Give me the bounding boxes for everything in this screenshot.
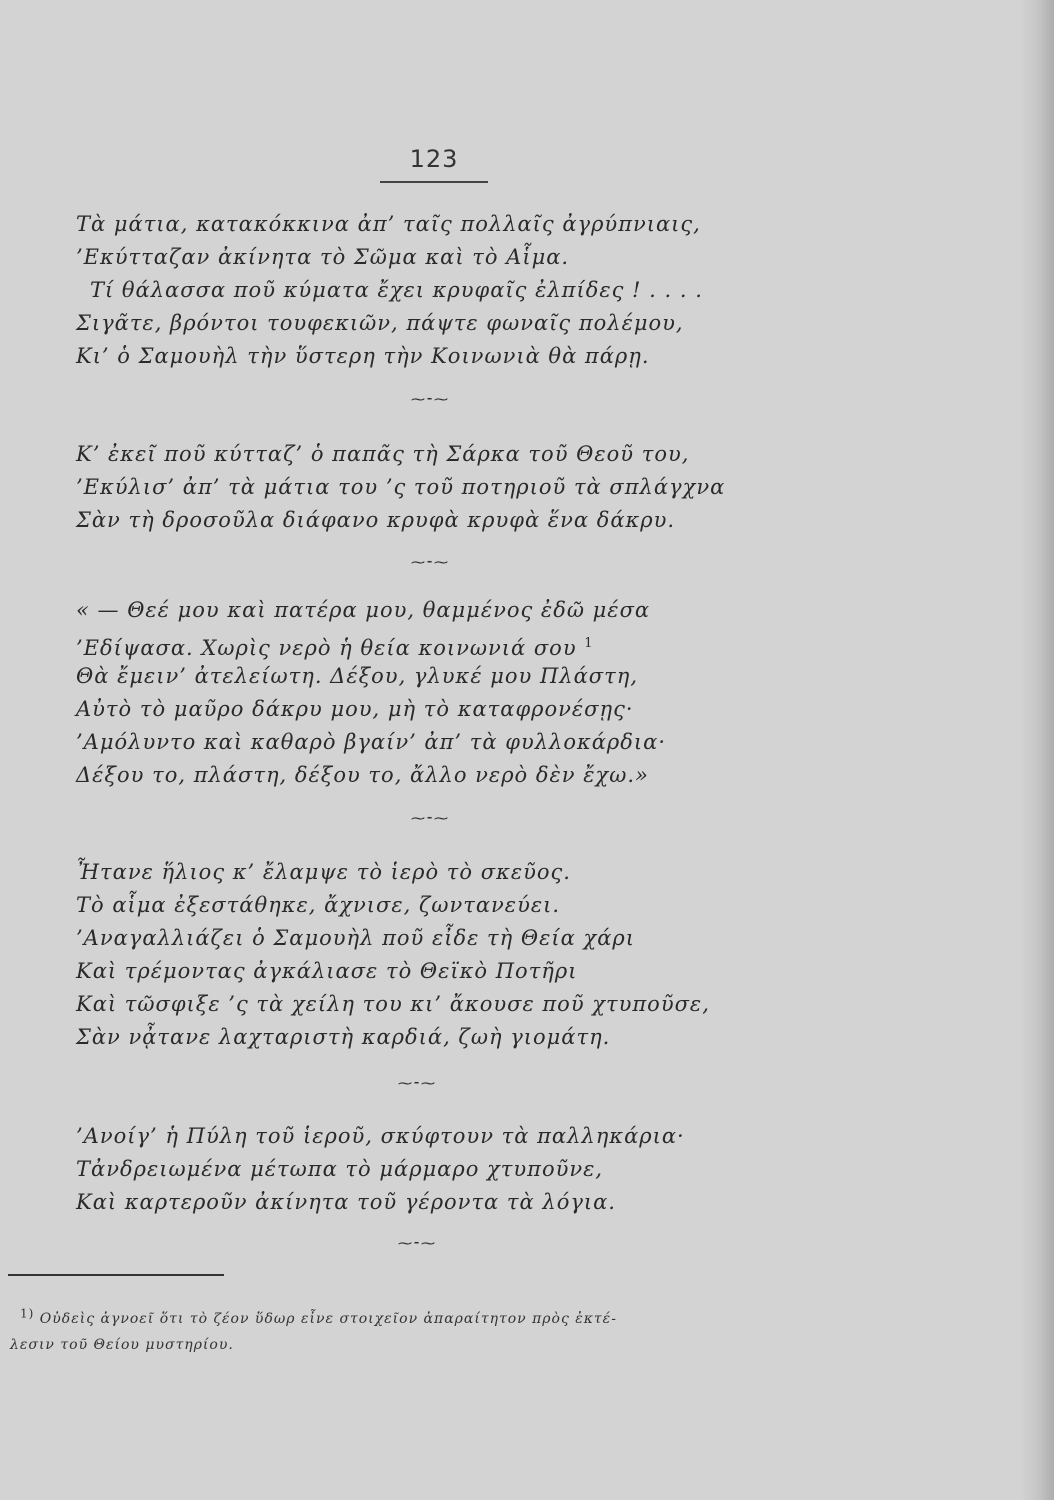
stanza-2 (76, 438, 796, 537)
poem-line: Καὶ τρέμοντας ἀγκάλιασε τὸ Θεϊκὸ Ποτῆρι (76, 959, 578, 983)
stanza-divider-ornament: ⁓⁃⁓ (411, 392, 449, 408)
page-edge-shadow (1020, 0, 1054, 1500)
stanza-divider-ornament: ⁓⁃⁓ (411, 555, 449, 571)
footnote-line: λεσιν τοῦ Θείου μυστηρίου. (10, 1336, 234, 1353)
poem-line: ’Εκύτταζαν ἀκίνητα τὸ Σῶμα καὶ τὸ Αἷμα. (76, 245, 570, 269)
footnote (10, 1300, 840, 1358)
poem-line: « — Θεέ μου καὶ πατέρα μου, θαμμένος ἐδῶ μέσα (76, 598, 651, 622)
stanza-5 (76, 1120, 796, 1219)
poem-line: Δέξου το, πλάστη, δέξου το, ἄλλο νερὸ δὲν ἔχω.» (76, 763, 649, 787)
poem-line: ’Ανοίγ’ ἡ Πύλη τοῦ ἱεροῦ, σκύφτουν τὰ παλληκάρια· (76, 1124, 685, 1148)
poem-line: Κι’ ὁ Σαμουὴλ τὴν ὕστερη τὴν Κοινωνιὰ θὰ πάρῃ. (76, 344, 650, 368)
poem-line: ’Εκύλισ’ ἀπ’ τὰ μάτια του ’ς τοῦ ποτηριοῦ τὰ σπλάγχνα (76, 475, 726, 499)
poem-line: Σιγᾶτε, βρόντοι τουφεκιῶν, πάψτε φωναῖς πολέμου, (76, 311, 684, 335)
poem-line: ’Αμόλυντο καὶ καθαρὸ βγαίν’ ἀπ’ τὰ φυλλοκάρδια· (76, 730, 667, 754)
poem-line: Σὰν νᾆτανε λαχταριστὴ καρδιά, ζωὴ γιομάτη. (76, 1025, 611, 1049)
stanza-4 (76, 856, 796, 1054)
stanza-divider-ornament: ⁓⁃⁓ (398, 1076, 436, 1092)
footnote-text: Οὐδεὶς ἀγνοεῖ ὅτι τὸ ζέον ὕδωρ εἶνε στοιχεῖον ἀπαραίτητον πρὸς ἐκτέ- (39, 1310, 617, 1327)
poem-line-text: ’Εδίψασα. Χωρὶς νερὸ ἡ θεία κοινωνιά σου (76, 636, 577, 660)
footnote-marker: 1 (584, 636, 594, 651)
poem-line: ’Αναγαλλιάζει ὁ Σαμουὴλ ποῦ εἶδε τὴ Θεία χάρι (76, 926, 635, 950)
poem-line: Τἀνδρειωμένα μέτωπα τὸ μάρμαρο χτυποῦνε, (76, 1157, 604, 1181)
poem-line: Καὶ τῶσφιξε ’ς τὰ χείλη του κι’ ἄκουσε ποῦ χτυποῦσε, (76, 992, 710, 1016)
page-number: 123 (409, 145, 459, 173)
footnote-number: 1) (20, 1306, 35, 1320)
poem-line: Ἦτανε ἥλιος κ’ ἔλαμψε τὸ ἱερὸ τὸ σκεῦος. (76, 860, 571, 884)
stanza-1 (76, 208, 796, 373)
poem-line: Σὰν τὴ δροσοῦλα διάφανο κρυφὰ κρυφὰ ἕνα δάκρυ. (76, 508, 676, 532)
stanza-3 (76, 594, 796, 792)
poem-line: Τὰ μάτια, κατακόκκινα ἀπ’ ταῖς πολλαῖς ἀγρύπνιαις, (76, 212, 701, 236)
page-number-rule (380, 181, 488, 183)
footnote-rule (8, 1274, 224, 1276)
poem-line: Αὐτὸ τὸ μαῦρο δάκρυ μου, μὴ τὸ καταφρονέσῃς· (76, 697, 634, 721)
footnote-line (20, 1306, 617, 1327)
stanza-divider-ornament: ⁓⁃⁓ (398, 1236, 436, 1252)
poem-line: Καὶ καρτεροῦν ἀκίνητα τοῦ γέροντα τὰ λόγια. (76, 1190, 616, 1214)
poem-line: Κ’ ἐκεῖ ποῦ κύτταζ’ ὁ παπᾶς τὴ Σάρκα τοῦ Θεοῦ του, (76, 442, 690, 466)
poem-line: Τί θάλασσα ποῦ κύματα ἔχει κρυφαῖς ἐλπίδες ! . . . . (90, 278, 703, 302)
stanza-divider-ornament: ⁓⁃⁓ (411, 811, 449, 827)
poem-line: Θὰ ἔμειν’ ἀτελείωτη. Δέξου, γλυκέ μου Πλάστη, (76, 664, 639, 688)
poem-line (76, 627, 796, 660)
poem-line: Τὸ αἷμα ἐξεστάθηκε, ἄχνισε, ζωντανεύει. (76, 893, 561, 917)
